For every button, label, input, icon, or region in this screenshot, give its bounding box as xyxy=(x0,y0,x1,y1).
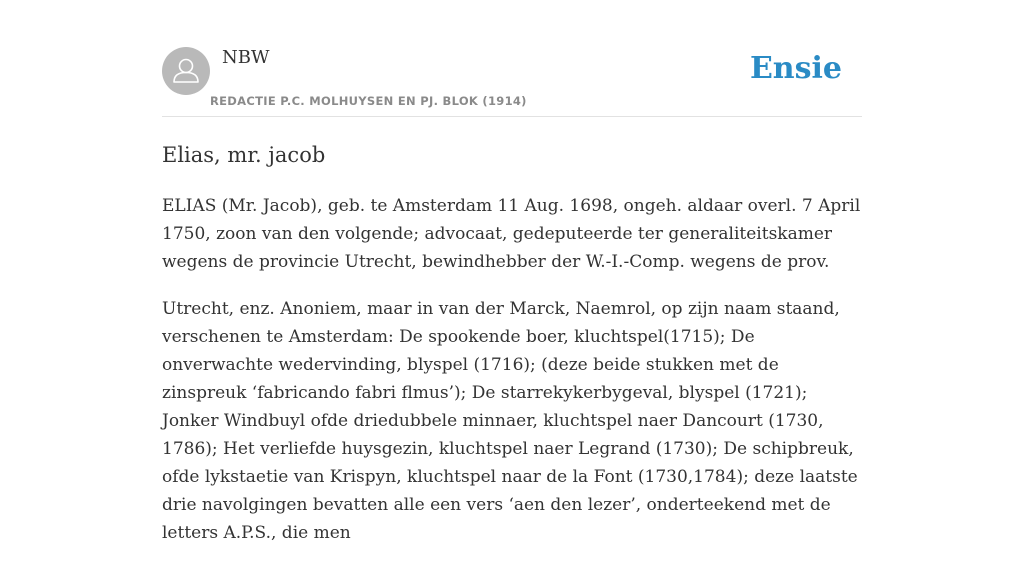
article-body xyxy=(162,192,862,566)
article-paragraph: Utrecht, enz. Anoniem, maar in van der Marck, Naemrol, op zijn naam staand, verschenen te Amsterdam: De spookende boer, kluchtspel(1715); De onverwachte wedervinding, blyspel (1716); (deze beide stukken met de zinspreuk ‘fabricando fabri flmus’); De starrekykerbygeval, blyspel (1721); Jonker Windbuyl ofde driedubbele minnaer, kluchtspel naer Dancourt (1730, 1786); Het verliefde huysgezin, kluchtspel naer Legrand (1730); De schipbreuk, ofde lykstaetie van Krispyn, kluchtspel naar de la Font (1730,1784); deze laatste drie navolgingen bevatten alle een vers ‘aen den lezer’, onderteekend met de letters A.P.S., die men xyxy=(162,299,858,543)
source-subtitle: REDACTIE P.C. MOLHUYSEN EN PJ. BLOK (1914) xyxy=(210,94,527,108)
source-name[interactable]: NBW xyxy=(222,47,270,68)
ensie-logo[interactable]: Ensie xyxy=(749,51,842,86)
user-avatar-icon[interactable] xyxy=(162,47,210,95)
article-paragraph: ELIAS (Mr. Jacob), geb. te Amsterdam 11 Aug. 1698, ongeh. aldaar overl. 7 April 1750, zoon van den volgende; advocaat, gedeputeerde ter generaliteitskamer wegens de provincie Utrecht, bewindhebber der W.-I.-Comp. wegens de prov. xyxy=(162,196,861,272)
article-title: Elias, mr. jacob xyxy=(162,143,326,167)
source-header xyxy=(162,0,862,117)
